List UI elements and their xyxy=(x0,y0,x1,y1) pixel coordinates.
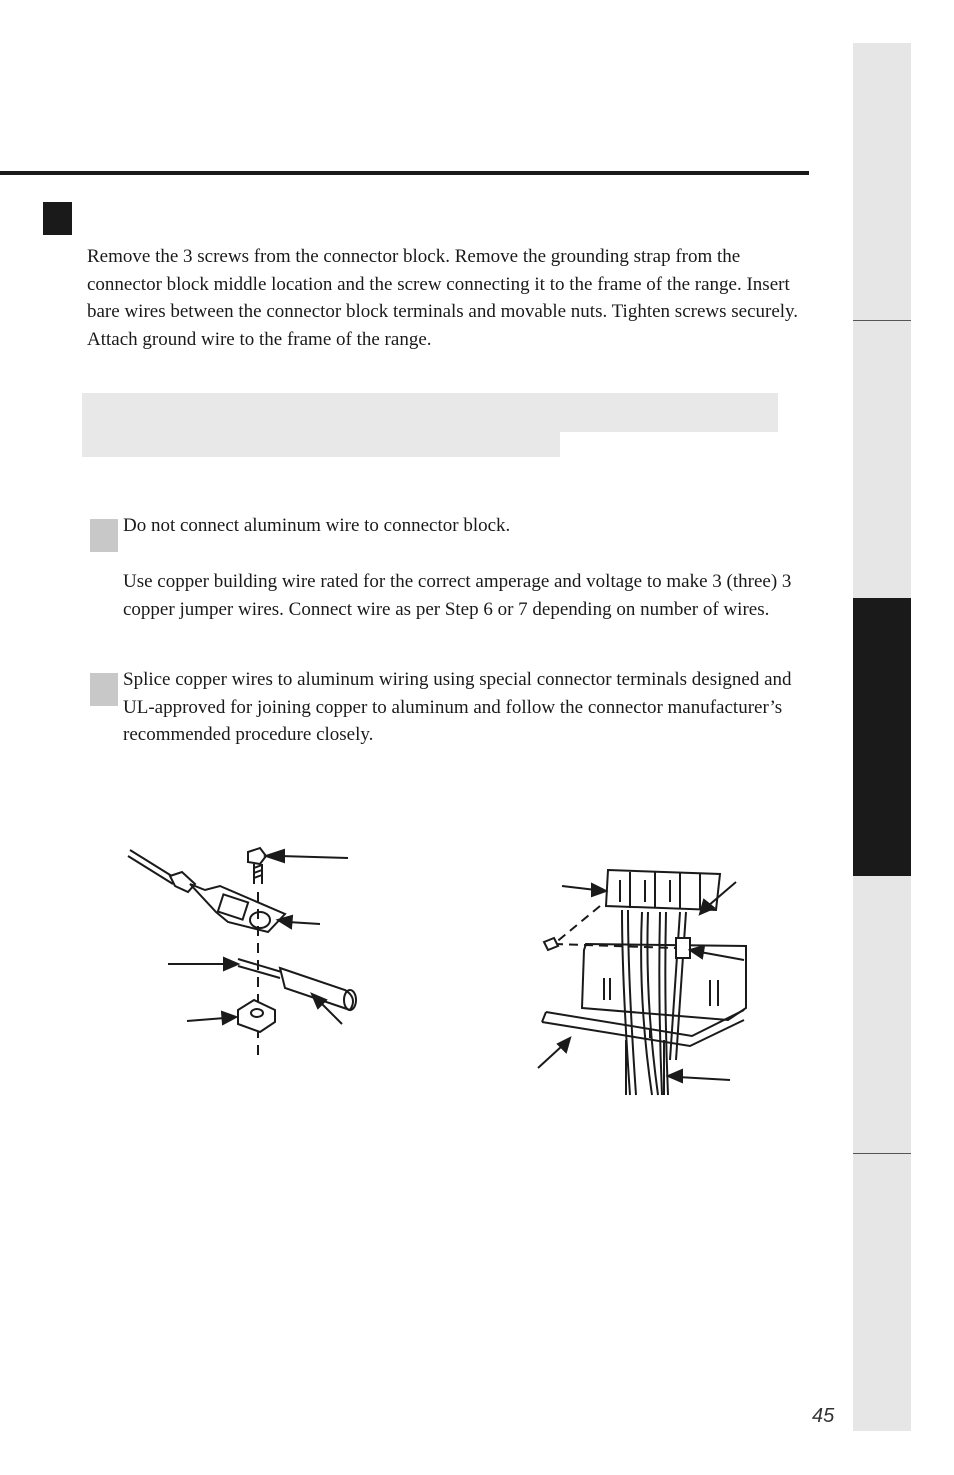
note-bar xyxy=(82,393,778,432)
aluminum-warning: Do not connect aluminum wire to connector block. xyxy=(123,515,511,536)
section-tab-active xyxy=(853,598,911,876)
splice-instructions: Splice copper wires to aluminum wiring using special connector terminals designed and UL-approved for joining copper to aluminum and follow the connector manufacturer’s recommended procedure closely. xyxy=(123,669,792,746)
note-bar xyxy=(82,432,560,457)
step-instructions: Remove the 3 screws from the connector block. Remove the grounding strap from the connector block middle location and the screw connecting it to the frame of the range. Insert bare wires between the connector block terminals and movable nuts. Tighten screws securely. Attach ground wire to the frame of the range. xyxy=(87,246,799,350)
section-tab xyxy=(853,321,911,598)
header-rule xyxy=(0,171,809,175)
section-tab xyxy=(853,1154,911,1431)
page-number: 45 xyxy=(812,1405,835,1427)
step-marker xyxy=(43,202,72,235)
section-tab xyxy=(853,876,911,1153)
connector-block-illustration xyxy=(530,860,750,1095)
terminal-wire-illustration xyxy=(120,840,370,1060)
caution-bullet xyxy=(90,519,118,552)
caution-bullet xyxy=(90,673,118,706)
section-tab xyxy=(853,43,911,321)
copper-wire-instructions: Use copper building wire rated for the correct amperage and voltage to make 3 (three) 3 copper jumper wires. Connect wire as per Step 6 or 7 depending on number of wires. xyxy=(123,571,801,620)
